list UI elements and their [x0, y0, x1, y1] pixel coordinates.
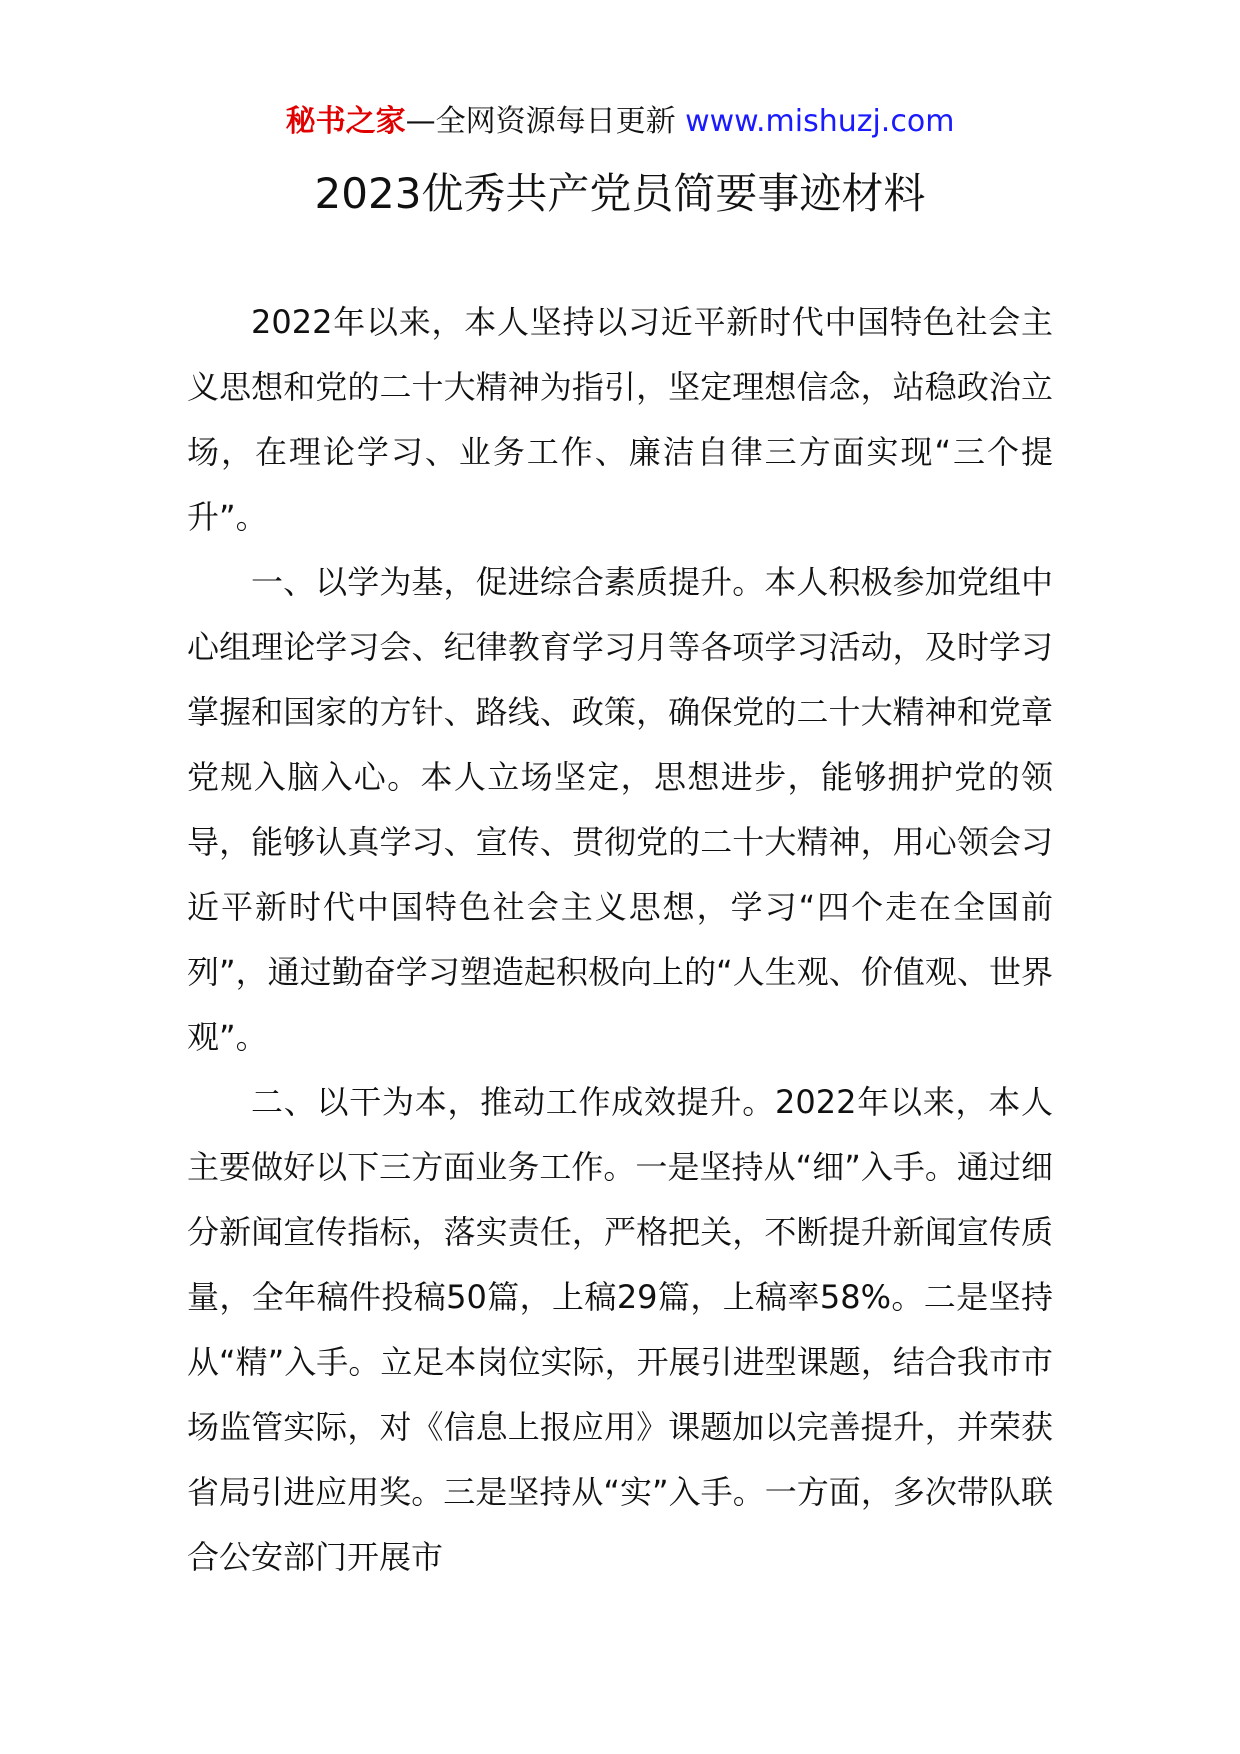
paragraph-work: 二、以干为本，推动工作成效提升。2022年以来，本人主要做好以下三方面业务工作。一是坚持从“细”入手。通过细分新闻宣传指标，落实责任，严格把关，不断提升新闻宣传质量，全年稿件投稿50篇，上稿29篇，上稿率58%。二是坚持从“精”入手。立足本岗位实际，开展引进型课题，结合我市市场监管实际，对《信息上报应用》课题加以完善提升，并荣获省局引进应用奖。三是坚持从“实”入手。一方面，多次带队联合公安部门开展市: [187, 1083, 1053, 1576]
document-body: [187, 290, 1053, 1590]
brand-name: 秘书之家: [285, 104, 406, 139]
paragraph-intro: 2022年以来，本人坚持以习近平新时代中国特色社会主义思想和党的二十大精神为指引，坚定理想信念，站稳政治立场，在理论学习、业务工作、廉洁自律三方面实现“三个提升”。: [187, 303, 1053, 536]
paragraph-study: 一、以学为基，促进综合素质提升。本人积极参加党组中心组理论学习会、纪律教育学习月等各项学习活动，及时学习掌握和国家的方针、路线、政策，确保党的二十大精神和党章党规入脑入心。本人立场坚定，思想进步，能够拥护党的领导，能够认真学习、宣传、贯彻党的二十大精神，用心领会习近平新时代中国特色社会主义思想，学习“四个走在全国前列”，通过勤奋学习塑造起积极向上的“人生观、价值观、世界观”。: [187, 563, 1053, 1056]
document-title: 2023优秀共产党员简要事迹材料: [314, 169, 926, 218]
site-url-link[interactable]: www.mishuzj.com: [675, 104, 955, 139]
header-tagline: —全网资源每日更新: [405, 104, 676, 139]
site-header: [0, 100, 1240, 144]
